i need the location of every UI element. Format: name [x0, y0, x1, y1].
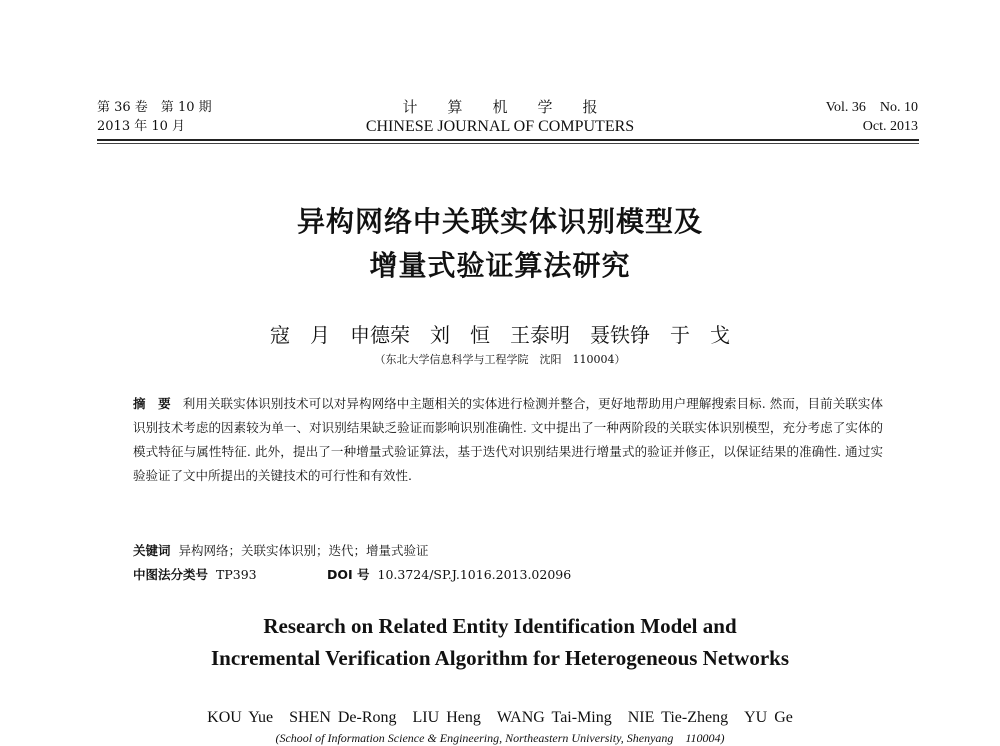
title-en-line2: Incremental Verification Algorithm for Heterogeneous Networks	[211, 646, 789, 670]
keywords-label: 关键词	[133, 543, 171, 558]
doi-line	[327, 565, 571, 583]
title-zh-line2: 增量式验证算法研究	[369, 249, 631, 282]
classification-line	[133, 565, 257, 583]
date-en: Oct. 2013	[862, 119, 918, 134]
volume-issue-zh: 第 36 卷 第 10 期	[97, 100, 212, 115]
affiliation-en: (School of Information Science & Engineering, Northeastern University, Shenyang 110004)	[275, 731, 725, 745]
doi-label: DOI 号	[327, 567, 370, 582]
clc-value: TP393	[216, 567, 257, 582]
date-zh: 2013 年 10 月	[97, 119, 186, 134]
doi-value: 10.3724/SP.J.1016.2013.02096	[377, 567, 572, 582]
title-zh-line1: 异构网络中关联实体识别模型及	[296, 205, 703, 238]
affiliation-zh: （东北大学信息科学与工程学院 沈阳 110004）	[374, 353, 626, 366]
header-rule-thick	[97, 139, 919, 141]
volume-issue-en: Vol. 36 No. 10	[825, 100, 918, 115]
keywords-text: 异构网络；关联实体识别；迭代；增量式验证	[178, 543, 429, 558]
keywords-zh	[133, 541, 429, 559]
abstract-zh	[133, 392, 883, 488]
title-en-line1: Research on Related Entity Identification Model and	[263, 614, 737, 638]
header-rule-thin	[97, 143, 919, 144]
abstract-text: 利用关联实体识别技术可以对异构网络中主题相关的实体进行检测并整合，更好地帮助用户理解搜索目标. 然而，目前关联实体识别技术考虑的因素较为单一、对识别结果缺乏验证而影响识别准确性. 文中提出了一种两阶段的关联实体识别模型，充分考虑了实体的模式特征与属性特征. 此外，提出了一种增量式验证算法，基于迭代对识别结果进行增量式的验证并修正，以保证结果的准确性. 通过实验验证了文中所提出的关键技术的可行性和有效性.	[133, 396, 883, 483]
journal-name-en: CHINESE JOURNAL OF COMPUTERS	[365, 118, 635, 135]
journal-name-zh: 计 算 机 学 报	[402, 98, 598, 116]
abstract-label: 摘 要	[133, 396, 171, 411]
authors-en: KOU Yue SHEN De-Rong LIU Heng WANG Tai-Ming NIE Tie-Zheng YU Ge	[207, 709, 793, 726]
authors-zh: 寇 月 申德荣 刘 恒 王泰明 聂铁铮 于 戈	[270, 323, 730, 347]
clc-label: 中图法分类号	[133, 567, 209, 582]
